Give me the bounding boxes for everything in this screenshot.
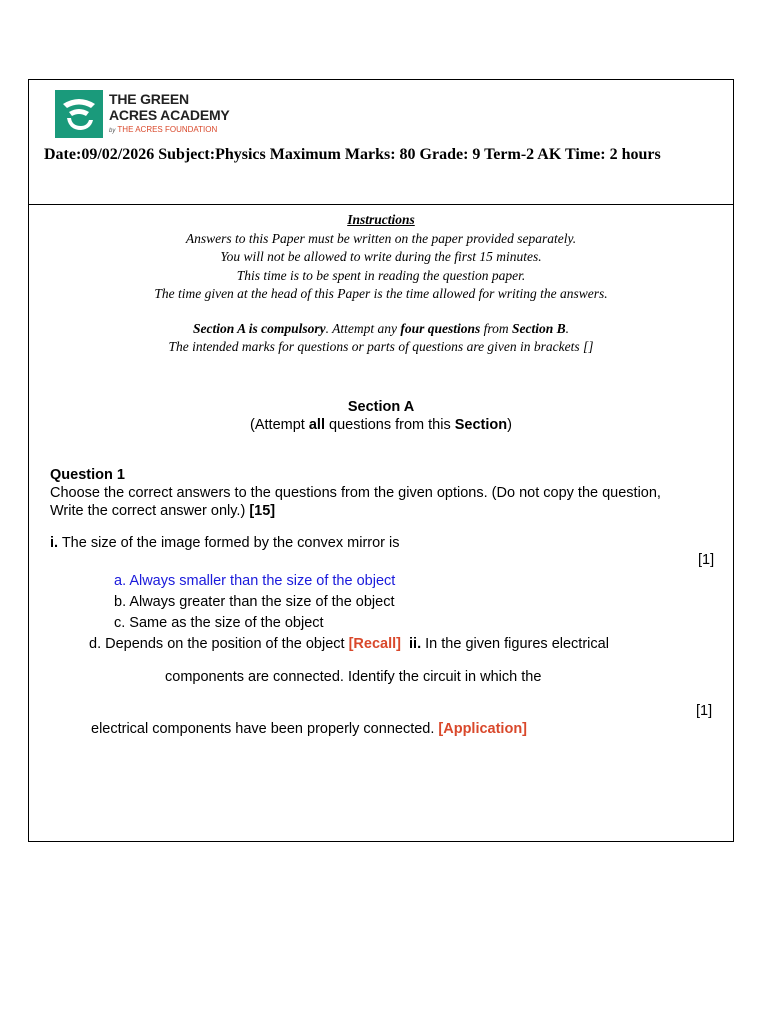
logo-line-1: THE GREEN — [109, 91, 189, 107]
option-d-text: d. Depends on the position of the object — [89, 636, 349, 652]
question-ii-label: ii. — [409, 636, 422, 652]
attempt-open: (Attempt — [250, 417, 309, 433]
period-text: . — [565, 320, 570, 336]
all-text: all — [308, 417, 325, 433]
question-ii-marks: [1] — [696, 703, 713, 719]
section-a-title: Section A — [347, 399, 415, 415]
question-i-text: The size of the image formed by the convex mirror is — [58, 535, 400, 551]
question-1-label-text: Question 1 — [50, 467, 125, 483]
marks-note: The intended marks for questions or parts of questions are given in brackets [] — [168, 339, 594, 354]
question-ii-text-2: components are connected. Identify the circuit in which the — [165, 669, 542, 685]
option-b: b. Always greater than the size of the object — [114, 594, 395, 610]
logo-by: by — [109, 128, 116, 134]
question-i-label: i. — [50, 535, 59, 551]
paper-header — [29, 80, 733, 205]
section-b-text: Section B — [512, 320, 566, 336]
section-text: Section — [454, 417, 508, 433]
instruction-line: You will not be allowed to write during the first 15 minutes. — [220, 249, 542, 264]
logo-line-3 — [109, 125, 217, 136]
attempt-any-text: . Attempt any — [325, 320, 401, 336]
question-1-prompt-line-2 — [50, 502, 275, 520]
instruction-line: The time given at the head of this Paper is the time allowed for writing the answers. — [154, 286, 608, 301]
option-c: c. Same as the size of the object — [114, 615, 324, 631]
section-a-compulsory: Section A is compulsory — [192, 320, 326, 336]
question-1-prompt-line-1: Choose the correct answers to the questions from the given options. (Do not copy the question, — [50, 485, 661, 501]
logo-line-2: ACRES ACADEMY — [109, 107, 230, 123]
application-tag: [Application] — [438, 721, 528, 737]
instruction-line: This time is to be spent in reading the question paper. — [236, 267, 526, 283]
question-i-marks: [1] — [698, 552, 715, 568]
close-paren: ) — [507, 417, 512, 433]
section-a-heading — [29, 398, 733, 434]
exam-paper-frame — [28, 79, 734, 842]
instructions-title: Instructions — [347, 212, 415, 227]
question-i — [50, 534, 400, 552]
prompt-2-text: Write the correct answer only.) — [50, 503, 250, 519]
from-text: from — [480, 320, 513, 336]
section-a-subtitle — [29, 416, 733, 434]
question-1-label — [50, 466, 125, 484]
exam-meta: Date:09/02/2026 Subject:Physics Maximum Marks: 80 Grade: 9 Term-2 AK Time: 2 hours — [44, 146, 661, 163]
instruction-line: Answers to this Paper must be written on the paper provided separately. — [185, 230, 577, 246]
green-acres-logo-icon — [55, 90, 103, 138]
recall-tag: [Recall] — [348, 636, 401, 652]
question-ii-text-1: In the given figures electrical — [421, 636, 609, 652]
option-a: a. Always smaller than the size of the object — [114, 573, 396, 589]
questions-from: questions from this — [324, 417, 455, 433]
instructions-block — [29, 211, 733, 357]
question-ii-text-3 — [91, 720, 527, 738]
section-instruction — [29, 320, 733, 339]
four-questions-text: four questions — [400, 320, 481, 336]
total-marks: [15] — [249, 503, 276, 519]
option-d — [89, 635, 609, 653]
question-ii-text-3-span: electrical components have been properly connected. — [91, 721, 439, 737]
logo-foundation: THE ACRES FOUNDATION — [117, 125, 218, 134]
school-logo — [55, 90, 245, 138]
